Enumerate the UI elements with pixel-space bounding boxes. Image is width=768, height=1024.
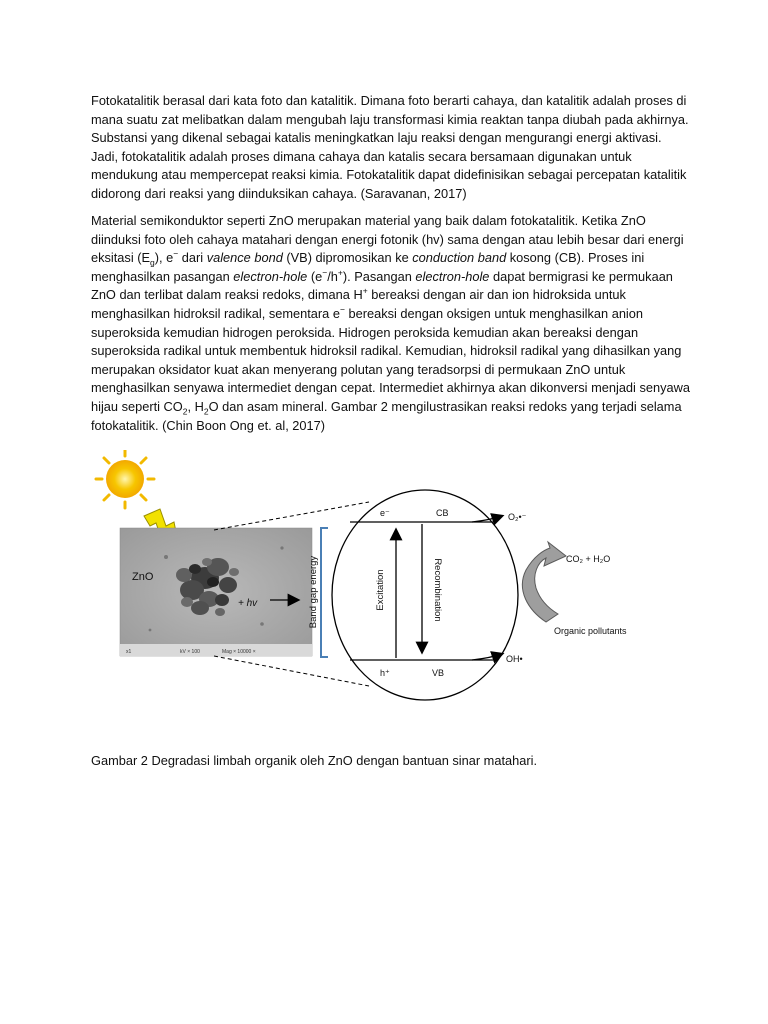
micrograph-footer-text: Mag × 10000 ×	[222, 649, 256, 655]
superscript: +	[362, 286, 368, 297]
sun-icon	[96, 450, 154, 508]
subscript: 2	[182, 406, 188, 417]
text-span: bereaksi dengan air dan ion hidroksida untuk menghasilkan hidroksil radikal, sementara e	[91, 287, 626, 321]
figure-caption: Gambar 2 Degradasi limbah organik oleh ZnO dengan bantuan sinar matahari.	[91, 753, 538, 768]
text-span: /h	[327, 268, 338, 284]
band-gap-bracket	[321, 528, 328, 657]
text-span: O dan asam mineral. Gambar 2 mengilustrasikan reaksi redoks yang terjadi selama fotokatalitik. (Chin Boon Ong et. al, 2017)	[91, 398, 682, 433]
italic-term-conduction-band: conduction band	[412, 250, 507, 266]
superscript: +	[337, 267, 343, 278]
paragraph-fotokatalitik-definition: Fotokatalitik berasal dari kata foto dan katalitik. Dimana foto berarti cahaya, dan katalitik adalah proses di mana suatu zat melibatkan dalam mengubah laju transformasi kimia reaktan tanpa diubah pada akhirnya. Substansi yang dikenal sebagai katalis meningkatkan laju reaksi dengan mengurangi energi aktivasi. Jadi, fotokatalitik adalah proses dimana cahaya dan katalis secara bersamaan digunakan untuk mendukung atau mempercepat reaksi kimia. Fotokatalitik dapat didefinisikan sebagai percepatan katalitik didorong dari reaksi yang diinduksikan cahaya. (Saravanan, 2017)	[91, 93, 689, 201]
italic-term-valence-bond: valence bond	[206, 250, 283, 266]
superoxide-label: O₂•⁻	[508, 512, 527, 522]
hydroxyl-radical-label: OH•	[506, 654, 523, 664]
zno-label: ZnO	[132, 571, 154, 583]
diagram-svg	[92, 450, 680, 735]
micrograph-footer-text: x1	[126, 649, 132, 655]
superscript: −	[173, 248, 179, 259]
electron-label: e⁻	[380, 508, 390, 518]
dashed-connector-top	[214, 502, 369, 530]
dashed-connector-bottom	[214, 656, 369, 686]
text-span: bereaksi dengan oksigen untuk menghasilkan anion superoksida kemudian hidrogen peroksida. Hidrogen peroksida kemudian akan bereaksi dengan superoksida radikal untuk membentuk hidroksil radikal. Kemudian, hidroksil radikal yang dihasilkan yang merupakan oksidator kuat akan menyerang polutan yang teradsorpsi di permukaan ZnO untuk menghasilkan senyawa intermediet dengan cepat. Intermediet akhirnya akan dikonversi menjadi senyawa hijau seperti CO	[91, 305, 690, 414]
superscript: −	[322, 267, 328, 278]
italic-term-electron-hole: electron-hole	[415, 268, 490, 284]
degradation-curved-arrow-icon	[522, 542, 566, 622]
text-span: (e	[307, 268, 323, 284]
recombination-label: Recombination	[432, 558, 443, 622]
hv-label: + hv	[238, 598, 258, 609]
text-span: dapat bermigrasi ke permukaan ZnO dan terlibat dalam reaksi redoks, dimana H	[91, 268, 673, 303]
excitation-label: Excitation	[375, 569, 386, 611]
band-gap-label: Band gap energy	[308, 555, 319, 629]
subscript: 2	[203, 406, 209, 417]
text-span: (VB) dipromosikan ke	[282, 250, 413, 266]
figure-zno-photocatalysis	[92, 450, 680, 735]
text-span: Material semikonduktor seperti ZnO merupakan material yang baik dalam fotokatalitik. Ketika ZnO diinduksi foto oleh cahaya matahari dengan energi fotonik (hv) sama dengan atau lebih besar dari energi eksitasi (E	[91, 213, 684, 266]
zno-micrograph-image	[120, 528, 312, 656]
superscript: −	[339, 304, 345, 315]
vb-label: VB	[432, 668, 445, 678]
micrograph-footer-text: kV × 100	[180, 649, 200, 655]
hole-label: h⁺	[380, 668, 390, 678]
paragraph-zno-mechanism	[91, 212, 691, 435]
organic-pollutants-label: Organic pollutants	[554, 626, 627, 636]
cb-label: CB	[436, 508, 449, 518]
text-span: ), e	[154, 250, 174, 266]
text-span: , H	[187, 398, 204, 414]
subscript: g	[150, 257, 155, 268]
italic-term-electron-hole: electron-hole	[233, 268, 308, 284]
text-span: dari	[178, 250, 207, 266]
text-span: kosong (CB). Proses ini menghasilkan pasangan	[91, 250, 645, 284]
text-span: ). Pasangan	[342, 268, 416, 284]
products-label: CO₂ + H₂O	[566, 554, 611, 564]
